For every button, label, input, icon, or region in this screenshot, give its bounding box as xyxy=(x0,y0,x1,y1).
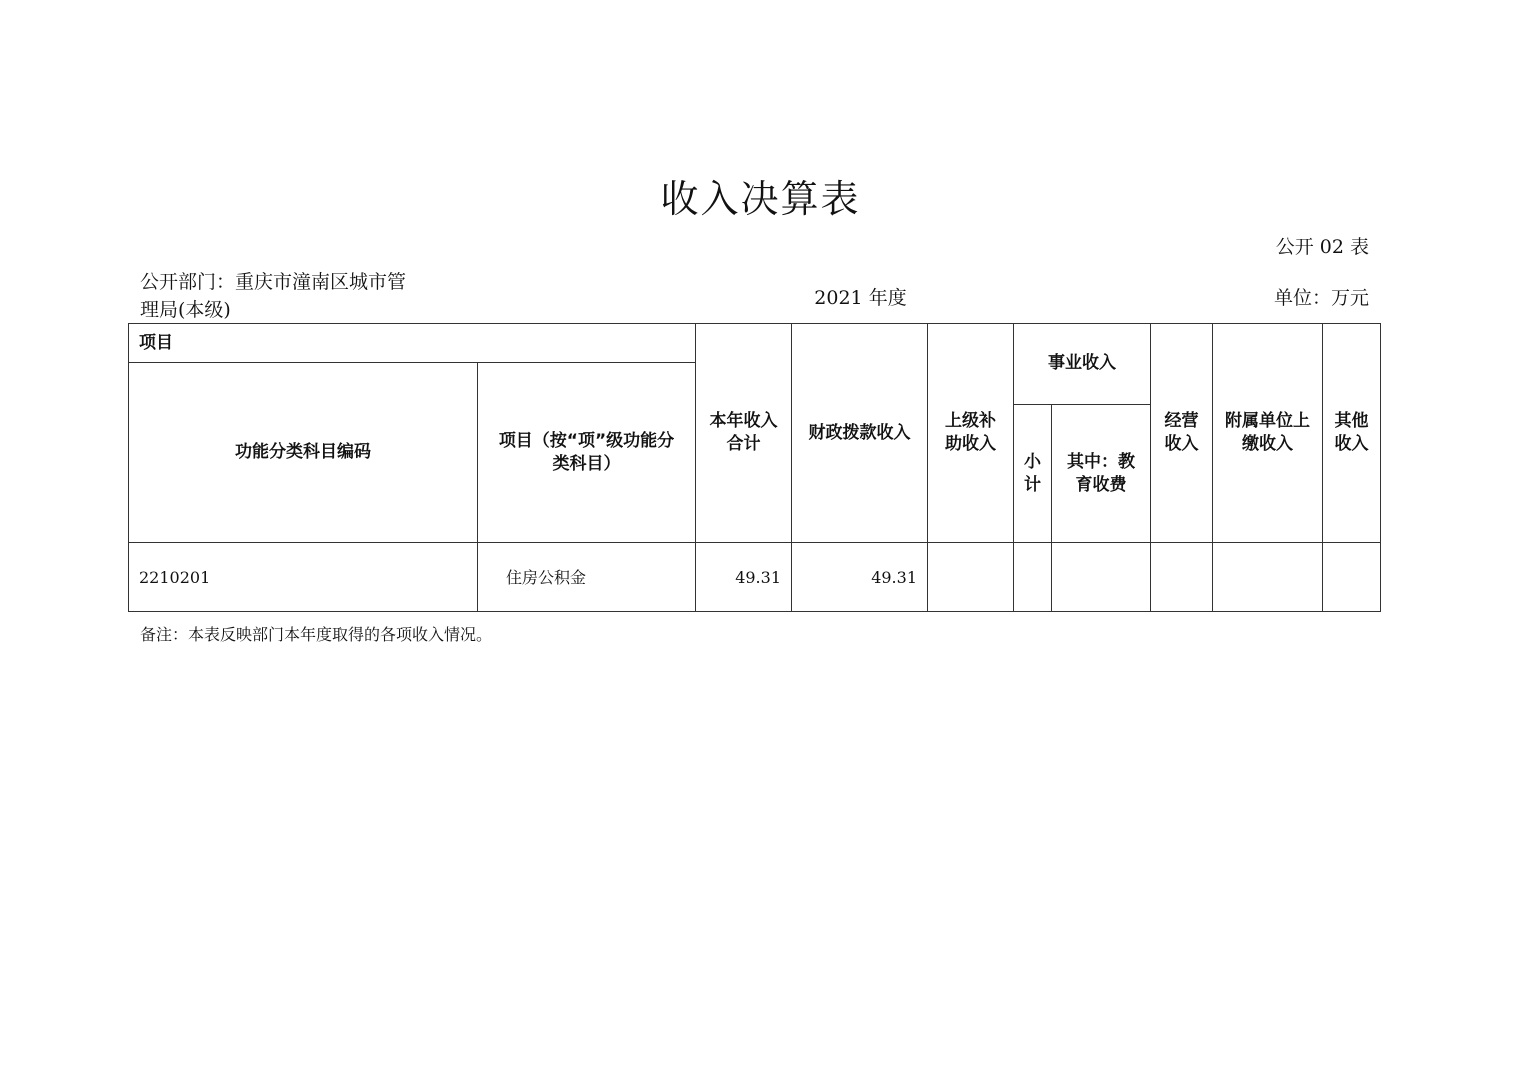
income-table xyxy=(128,323,1381,612)
header-total: 本年收入合计 xyxy=(696,324,792,543)
header-subtotal: 小计 xyxy=(1014,405,1052,543)
cell-subtotal xyxy=(1014,543,1052,612)
cell-edu-fee xyxy=(1052,543,1151,612)
table-note: 备注：本表反映部门本年度取得的各项收入情况。 xyxy=(140,625,493,644)
table-row xyxy=(129,543,1381,612)
cell-code: 2210201 xyxy=(129,543,478,612)
form-number: 公开 02 表 xyxy=(1275,236,1369,258)
header-func-code: 功能分类科目编码 xyxy=(129,363,478,543)
header-project: 项目 xyxy=(129,324,696,363)
cell-superior xyxy=(928,543,1014,612)
header-business: 经营收入 xyxy=(1151,324,1213,543)
fiscal-year: 2021 年度 xyxy=(814,287,907,309)
unit-label: 单位：万元 xyxy=(1273,287,1369,309)
header-fiscal: 财政拨款收入 xyxy=(792,324,928,543)
header-career: 事业收入 xyxy=(1014,324,1151,405)
cell-affiliate xyxy=(1213,543,1323,612)
page-title: 收入决算表 xyxy=(660,177,861,221)
cell-name: 住房公积金 xyxy=(478,543,696,612)
cell-total: 49.31 xyxy=(696,543,792,612)
department-label: 公开部门：重庆市潼南区城市管理局(本级) xyxy=(140,271,407,321)
header-other: 其他收入 xyxy=(1323,324,1381,543)
cell-fiscal: 49.31 xyxy=(792,543,928,612)
cell-business xyxy=(1151,543,1213,612)
header-affiliate: 附属单位上缴收入 xyxy=(1213,324,1323,543)
header-func-name: 项目（按“项”级功能分类科目） xyxy=(478,363,696,543)
cell-other xyxy=(1323,543,1381,612)
header-edu-fee: 其中：教育收费 xyxy=(1052,405,1151,543)
header-superior: 上级补助收入 xyxy=(928,324,1014,543)
